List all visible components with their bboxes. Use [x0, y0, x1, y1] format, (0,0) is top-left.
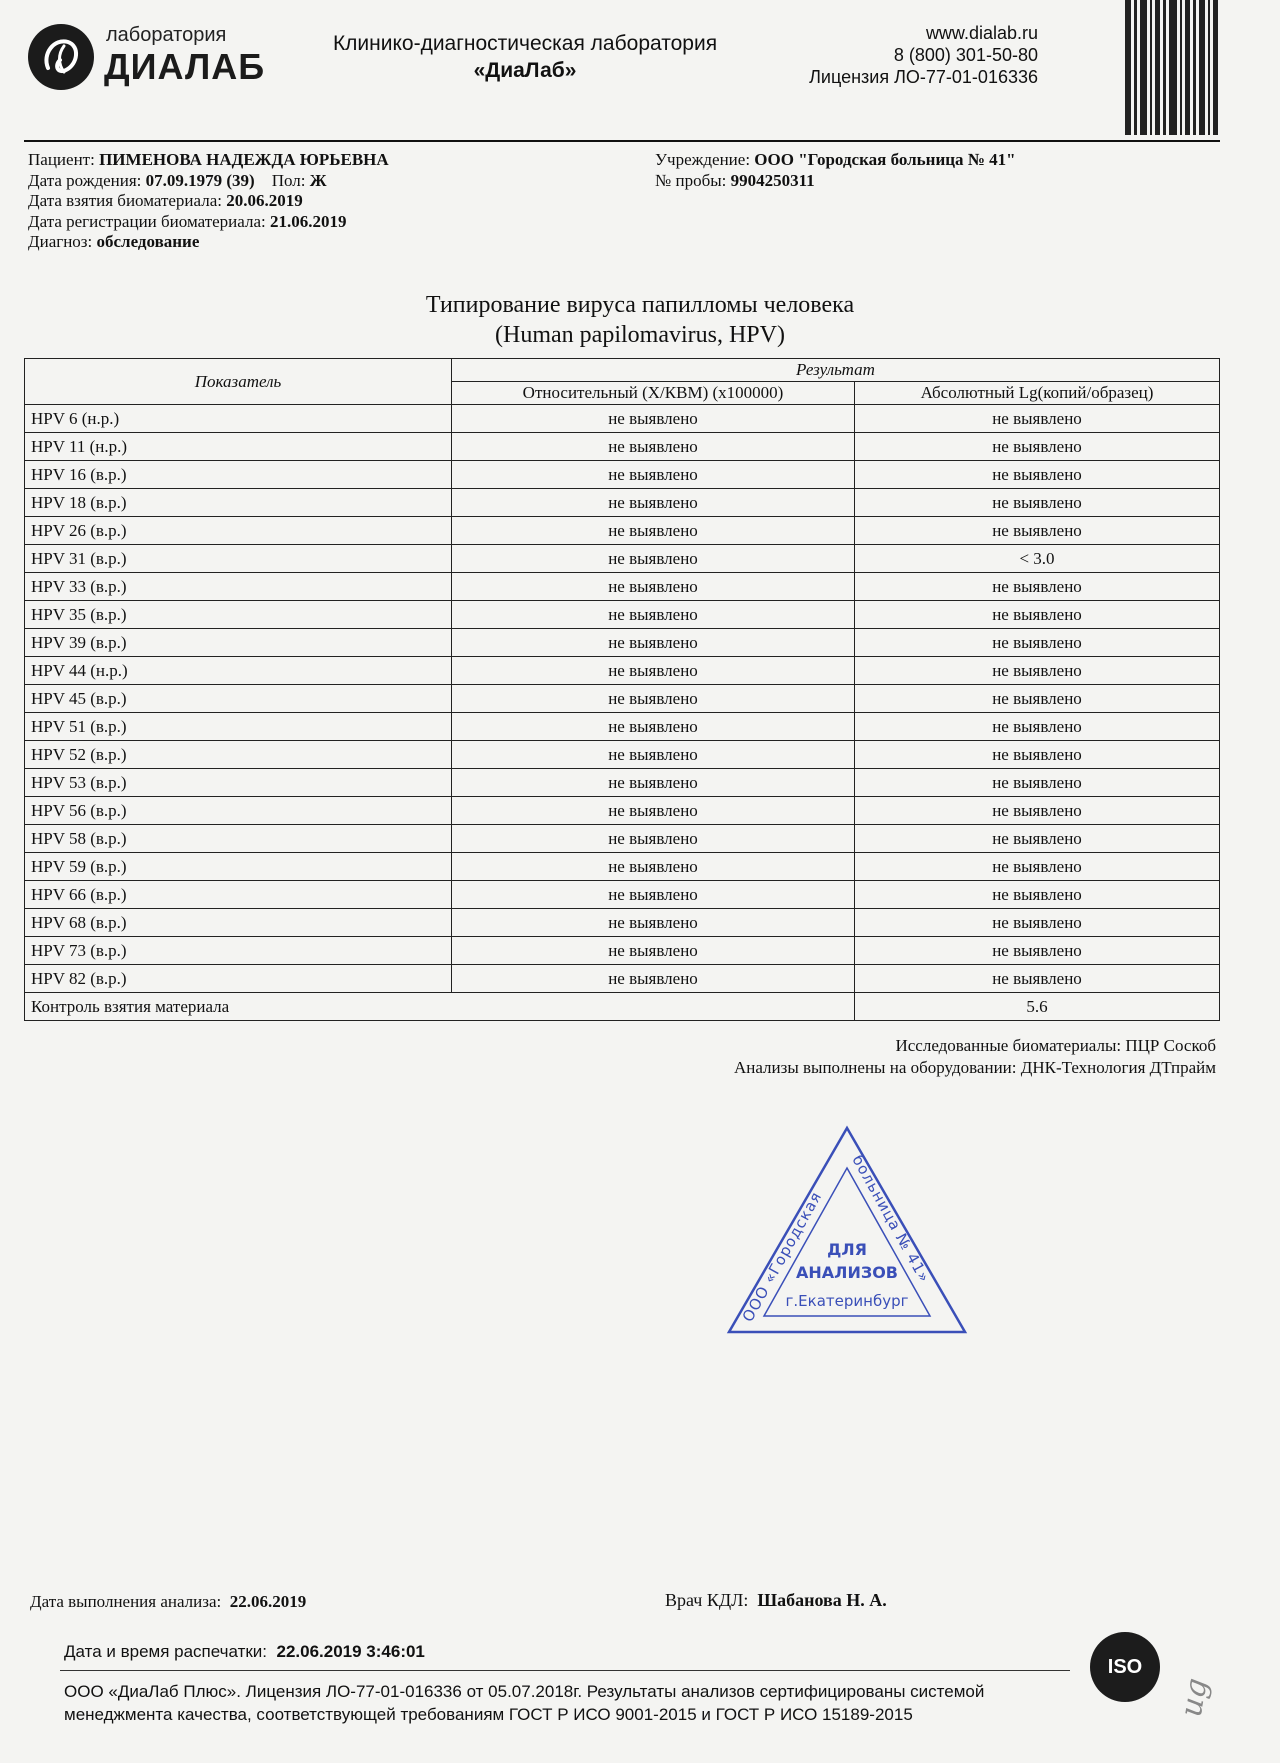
relative-value-cell: не выявлено — [452, 825, 855, 853]
footer-divider — [60, 1670, 1070, 1671]
patient-info — [28, 150, 389, 253]
table-row — [25, 545, 1220, 573]
table-row — [25, 881, 1220, 909]
indicator-cell: HPV 58 (в.р.) — [25, 825, 452, 853]
table-row — [25, 741, 1220, 769]
indicator-cell: HPV 53 (в.р.) — [25, 769, 452, 797]
patient-name-label: Пациент: — [28, 150, 95, 169]
results-table — [24, 358, 1220, 1021]
relative-value-cell: не выявлено — [452, 853, 855, 881]
svg-text:ДЛЯ: ДЛЯ — [827, 1240, 867, 1259]
absolute-value-cell: не выявлено — [855, 741, 1220, 769]
absolute-value-cell: не выявлено — [855, 909, 1220, 937]
relative-value-cell: не выявлено — [452, 545, 855, 573]
relative-value-cell: не выявлено — [452, 713, 855, 741]
logo-title: ДИАЛАБ — [104, 46, 266, 87]
svg-text:больница № 41»: больница № 41» — [848, 1151, 934, 1286]
sample-date-label: Дата взятия биоматериала: — [28, 191, 222, 210]
relative-value-cell: не выявлено — [452, 517, 855, 545]
equipment-note: Анализы выполнены на оборудовании: ДНК-Технология ДТпрайм — [733, 1058, 1216, 1077]
sample-number: 9904250311 — [730, 170, 815, 190]
absolute-value-cell: не выявлено — [855, 937, 1220, 965]
institution-row — [655, 150, 1016, 171]
print-datetime — [64, 1642, 425, 1662]
diagnosis: обследование — [96, 232, 200, 251]
relative-value-cell: не выявлено — [452, 685, 855, 713]
analysis-notes — [734, 1035, 1216, 1079]
table-row — [25, 769, 1220, 797]
biomaterial-note: Исследованные биоматериалы: ПЦР Соскоб — [895, 1036, 1216, 1055]
table-row — [25, 629, 1220, 657]
doctor-label: Врач КДЛ: — [665, 1590, 749, 1610]
table-row — [25, 433, 1220, 461]
indicator-cell: HPV 35 (в.р.) — [25, 601, 452, 629]
indicator-cell: HPV 68 (в.р.) — [25, 909, 452, 937]
relative-value-cell: не выявлено — [452, 909, 855, 937]
reg-date: 21.06.2019 — [269, 211, 347, 231]
indicator-cell: HPV 44 (н.р.) — [25, 657, 452, 685]
patient-name: ПИМЕНОВА НАДЕЖДА ЮРЬЕВНА — [99, 150, 389, 169]
indicator-cell: HPV 59 (в.р.) — [25, 853, 452, 881]
reg-date-row — [28, 212, 389, 233]
relative-value-cell: не выявлено — [452, 657, 855, 685]
lab-license: Лицензия ЛО-77-01-016336 — [809, 67, 1038, 87]
relative-value-cell: не выявлено — [452, 741, 855, 769]
report-title-line1: Типирование вируса папилломы человека — [425, 292, 855, 318]
indicator-cell: HPV 66 (в.р.) — [25, 881, 452, 909]
table-row — [25, 797, 1220, 825]
institution-label: Учреждение: — [655, 150, 751, 169]
doctor-signature — [665, 1590, 887, 1611]
control-label: Контроль взятия материала — [25, 993, 855, 1021]
relative-value-cell: не выявлено — [452, 601, 855, 629]
header-divider — [24, 140, 1220, 142]
svg-text:г.Екатеринбург: г.Екатеринбург — [785, 1292, 909, 1310]
svg-text:ООО «Городская: ООО «Городская — [738, 1188, 826, 1325]
indicator-cell: HPV 73 (в.р.) — [25, 937, 452, 965]
dialab-logo — [28, 22, 288, 92]
indicator-cell: HPV 56 (в.р.) — [25, 797, 452, 825]
iso-badge-icon: ISO — [1090, 1632, 1160, 1702]
table-row — [25, 685, 1220, 713]
relative-value-cell: не выявлено — [452, 881, 855, 909]
lab-title-line2: «ДиаЛаб» — [473, 59, 577, 82]
absolute-value-cell: не выявлено — [855, 433, 1220, 461]
hospital-stamp — [725, 1120, 970, 1340]
print-datetime-label: Дата и время распечатки: — [64, 1642, 268, 1661]
sample-number-row — [655, 171, 1016, 192]
institution-info — [655, 150, 1016, 191]
column-header-relative: Относительный (X/КВМ) (x100000) — [452, 382, 855, 405]
svg-text:АНАЛИЗОВ: АНАЛИЗОВ — [796, 1263, 898, 1282]
print-datetime-value: 22.06.2019 3:46:01 — [276, 1642, 425, 1661]
table-row — [25, 825, 1220, 853]
absolute-value-cell: не выявлено — [855, 769, 1220, 797]
indicator-cell: HPV 26 (в.р.) — [25, 517, 452, 545]
license-text: ООО «ДиаЛаб Плюс». Лицензия ЛО-77-01-016336 от 05.07.2018г. Результаты анализов сертифицированы системой менеджмента качества, соответствующей требованиям ГОСТ Р ИСО 9001-2015 и ГОСТ Р ИСО 15189-2015 — [64, 1682, 985, 1724]
absolute-value-cell: < 3.0 — [855, 545, 1220, 573]
indicator-cell: HPV 82 (в.р.) — [25, 965, 452, 993]
table-row — [25, 713, 1220, 741]
absolute-value-cell: не выявлено — [855, 881, 1220, 909]
lab-title — [325, 30, 725, 84]
results-body — [25, 405, 1220, 1021]
table-row — [25, 937, 1220, 965]
institution: ООО "Городская больница № 41" — [754, 150, 1016, 169]
absolute-value-cell: не выявлено — [855, 825, 1220, 853]
table-row — [25, 965, 1220, 993]
absolute-value-cell: не выявлено — [855, 489, 1220, 517]
report-title-line2: (Human papilomavirus, HPV) — [495, 322, 785, 348]
indicator-cell: HPV 51 (в.р.) — [25, 713, 452, 741]
table-row — [25, 573, 1220, 601]
sample-number-label: № пробы: — [655, 170, 727, 190]
report-title — [250, 290, 1030, 350]
relative-value-cell: не выявлено — [452, 405, 855, 433]
relative-value-cell: не выявлено — [452, 629, 855, 657]
logo-subtitle: лаборатория — [106, 24, 227, 46]
table-row — [25, 853, 1220, 881]
indicator-cell: HPV 45 (в.р.) — [25, 685, 452, 713]
indicator-cell: HPV 33 (в.р.) — [25, 573, 452, 601]
indicator-cell: HPV 11 (н.р.) — [25, 433, 452, 461]
table-row — [25, 405, 1220, 433]
absolute-value-cell: не выявлено — [855, 629, 1220, 657]
absolute-value-cell: не выявлено — [855, 657, 1220, 685]
table-row — [25, 517, 1220, 545]
patient-dob-row — [28, 171, 389, 192]
relative-value-cell: не выявлено — [452, 797, 855, 825]
table-row — [25, 909, 1220, 937]
relative-value-cell: не выявлено — [452, 965, 855, 993]
indicator-cell: HPV 52 (в.р.) — [25, 741, 452, 769]
absolute-value-cell: не выявлено — [855, 573, 1220, 601]
control-value: 5.6 — [855, 993, 1220, 1021]
patient-name-row — [28, 150, 389, 171]
table-row — [25, 657, 1220, 685]
patient-dob: 07.09.1979 (39) — [145, 170, 255, 190]
table-header-row — [25, 359, 1220, 382]
table-row — [25, 461, 1220, 489]
column-header-result: Результат — [452, 359, 1220, 382]
logo-emblem-icon — [28, 24, 94, 90]
patient-sex: Ж — [309, 170, 327, 190]
lab-contacts — [809, 22, 1038, 88]
relative-value-cell: не выявлено — [452, 937, 855, 965]
relative-value-cell: не выявлено — [452, 573, 855, 601]
indicator-cell: HPV 6 (н.р.) — [25, 405, 452, 433]
absolute-value-cell: не выявлено — [855, 685, 1220, 713]
absolute-value-cell: не выявлено — [855, 461, 1220, 489]
diagnosis-label: Диагноз: — [28, 232, 93, 251]
handwritten-mark: ug — [1173, 1675, 1215, 1720]
lab-title-line1: Клинико-диагностическая лаборатория — [332, 32, 718, 55]
table-row — [25, 601, 1220, 629]
patient-dob-label: Дата рождения: — [28, 170, 142, 190]
relative-value-cell: не выявлено — [452, 489, 855, 517]
lab-phone: 8 (800) 301-50-80 — [893, 45, 1038, 65]
absolute-value-cell: не выявлено — [855, 965, 1220, 993]
sample-date: 20.06.2019 — [226, 191, 303, 210]
table-row — [25, 489, 1220, 517]
absolute-value-cell: не выявлено — [855, 517, 1220, 545]
column-header-absolute: Абсолютный Lg(копий/образец) — [855, 382, 1220, 405]
analysis-date — [30, 1592, 306, 1612]
lab-website: www.dialab.ru — [925, 23, 1038, 43]
analysis-date-label: Дата выполнения анализа: — [30, 1592, 222, 1611]
indicator-cell: HPV 39 (в.р.) — [25, 629, 452, 657]
diagnosis-row — [28, 232, 389, 253]
column-header-indicator: Показатель — [25, 359, 452, 405]
sample-date-row — [28, 191, 389, 212]
absolute-value-cell: не выявлено — [855, 797, 1220, 825]
barcode — [1125, 0, 1220, 135]
analysis-date-value: 22.06.2019 — [229, 1592, 307, 1611]
relative-value-cell: не выявлено — [452, 433, 855, 461]
indicator-cell: HPV 18 (в.р.) — [25, 489, 452, 517]
relative-value-cell: не выявлено — [452, 461, 855, 489]
absolute-value-cell: не выявлено — [855, 601, 1220, 629]
absolute-value-cell: не выявлено — [855, 853, 1220, 881]
relative-value-cell: не выявлено — [452, 769, 855, 797]
indicator-cell: HPV 16 (в.р.) — [25, 461, 452, 489]
doctor-name: Шабанова Н. А. — [757, 1590, 887, 1610]
control-row — [25, 993, 1220, 1021]
absolute-value-cell: не выявлено — [855, 405, 1220, 433]
absolute-value-cell: не выявлено — [855, 713, 1220, 741]
reg-date-label: Дата регистрации биоматериала: — [28, 211, 266, 231]
patient-sex-label: Пол: — [271, 170, 306, 190]
indicator-cell: HPV 31 (в.р.) — [25, 545, 452, 573]
